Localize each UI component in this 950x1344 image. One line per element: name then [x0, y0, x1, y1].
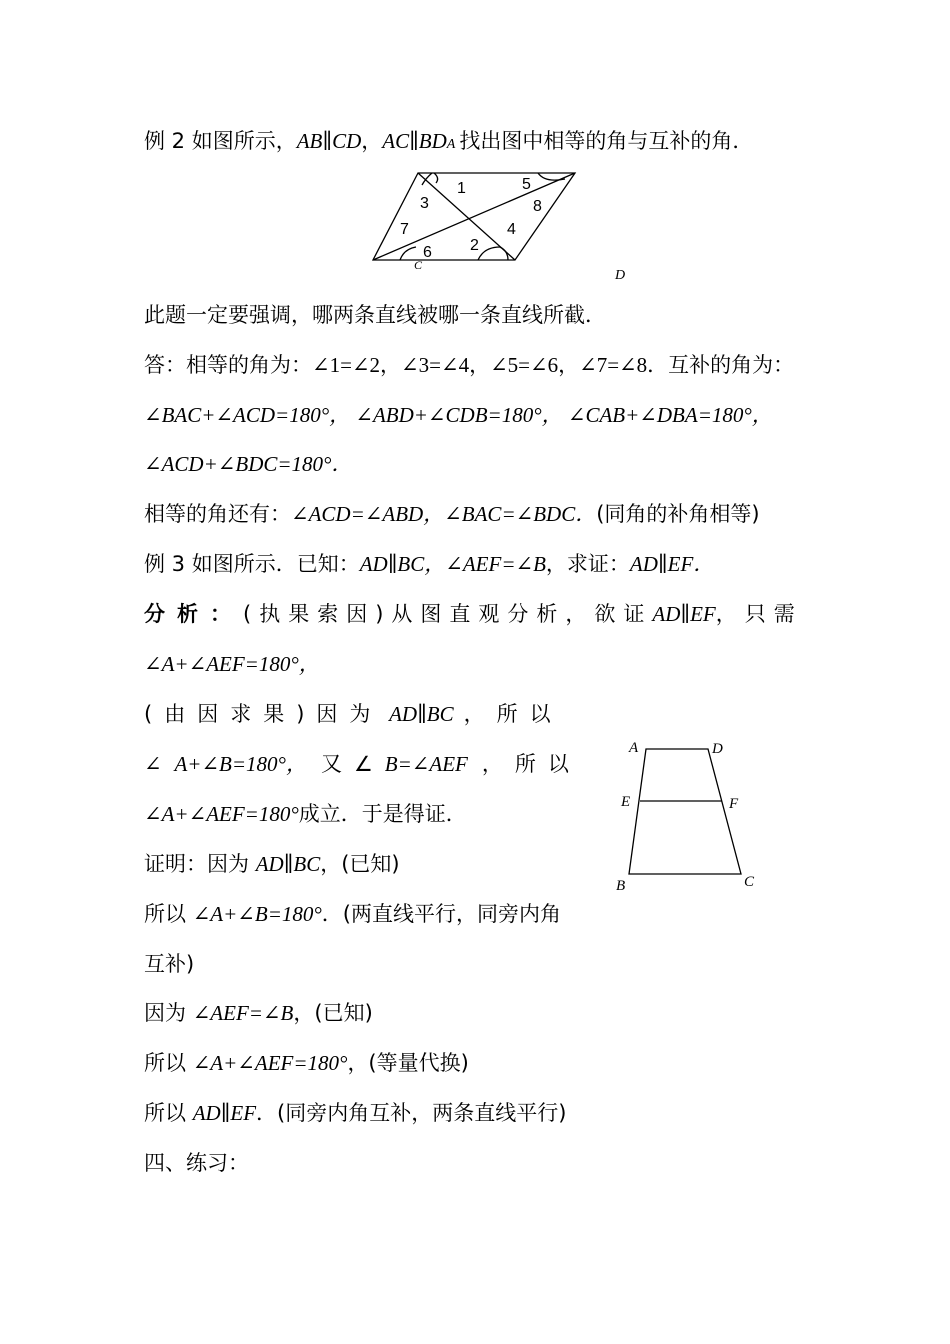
answer-more-reason: (同角的补角相等): [596, 502, 760, 526]
proof-2-b: ．(两直线平行，同旁内角: [321, 902, 561, 926]
example3-prefix: 例 3 如图所示．已知：: [144, 552, 360, 576]
example2-stray-label: A: [446, 137, 456, 152]
proof-1-math: AD∥BC: [255, 852, 321, 876]
proof-line-3: [144, 950, 194, 978]
answer-line-2: [144, 401, 773, 429]
proof-2-math: ∠A+∠B=180°: [192, 902, 322, 926]
trapezoid-outline: [629, 749, 741, 874]
analysis-text-b: ，只需: [715, 602, 803, 626]
example2-sep: ，: [361, 129, 383, 153]
answer-label: 答：相等的角为：: [144, 353, 312, 377]
proof-4-math: ∠AEF=∠B: [192, 1001, 294, 1025]
analysis-need: ∠A+∠AEF=180°，: [144, 652, 320, 676]
parallelogram-figure: [360, 165, 640, 290]
example3-mid: ，求证：: [545, 552, 630, 576]
angle-arc-d: [478, 247, 500, 260]
proof-6-a: 所以: [144, 1101, 186, 1125]
proof-3: 互补): [144, 952, 195, 976]
answer-more-math: ∠ACD=∠ABD，∠BAC=∠BDC．: [291, 502, 597, 526]
section4-heading: [144, 1149, 249, 1177]
analysis-line-5: [144, 800, 467, 828]
analysis-equal: B=∠AEF: [384, 752, 468, 776]
answer-equal-angles: ∠1=∠2，∠3=∠4，∠5=∠6，∠7=∠8．: [312, 353, 669, 377]
analysis-holds-math: ∠A+∠AEF=180°: [144, 802, 299, 826]
note-text: 此题一定要强调，哪两条直线被哪一条直线所截．: [144, 303, 606, 327]
analysis-cause-math: AD∥BC: [389, 702, 454, 726]
angle-arc-a2: [434, 173, 438, 183]
proof-1-b: ，(已知): [320, 852, 400, 876]
point-label-f: F: [729, 796, 739, 812]
analysis-line-1: [144, 600, 803, 628]
proof-5-a: 所以: [144, 1051, 186, 1075]
proof-5-b: ，(等量代换): [347, 1051, 469, 1075]
trapezoid-figure: [610, 735, 770, 895]
note-line: [144, 301, 606, 329]
point-label-c: C: [414, 258, 423, 272]
angle-label-7: 7: [400, 221, 409, 238]
proof-line-2: [144, 900, 561, 928]
example3-goal: AD∥EF．: [629, 552, 715, 576]
angle-label-2: 2: [470, 237, 479, 254]
angle-label-6: 6: [423, 244, 432, 261]
point-label-a: A: [629, 740, 639, 756]
analysis-text-a: (执果索因)从图直观分析，欲证: [243, 602, 653, 626]
point-label-b: B: [616, 878, 626, 894]
analysis-cause-a: (由因求果)因为: [144, 702, 383, 726]
proof-2-a: 所以: [144, 902, 186, 926]
proof-4-b: ，(已知): [293, 1001, 373, 1025]
answer-supplementary-list: ∠BAC+∠ACD=180°， ∠ABD+∠CDB=180°， ∠CAB+∠DBA=180°，: [144, 403, 773, 427]
proof-5-math: ∠A+∠AEF=180°: [192, 1051, 348, 1075]
answer-supplementary-label: 互补的角为：: [668, 353, 795, 377]
angle-arc-b: [538, 173, 565, 180]
analysis-line-3: [144, 700, 563, 728]
proof-line-6: [144, 1099, 566, 1127]
answer-line-4: [144, 500, 760, 528]
angle-label-8: 8: [533, 198, 542, 215]
angle-arc-a: [422, 173, 432, 185]
point-label-e: E: [621, 794, 631, 810]
example3-given: AD∥BC，∠AEF=∠B: [359, 552, 546, 576]
answer-more-label: 相等的角还有：: [144, 502, 291, 526]
answer-line-3: [144, 450, 352, 478]
section4-text: 四、练习：: [144, 1151, 249, 1175]
example2-prefix: 例 2 如图所示，: [144, 129, 297, 153]
proof-line-1: [144, 850, 400, 878]
analysis-line-2: [144, 650, 320, 678]
analysis-label: 分析：: [144, 602, 243, 626]
proof-1-a: 证明：因为: [144, 852, 249, 876]
proof-4-a: 因为: [144, 1001, 186, 1025]
example3-line: [144, 550, 714, 578]
example2-cond1: AB∥CD: [296, 129, 362, 153]
proof-line-4: [144, 999, 373, 1027]
proof-6-b: ．(同旁内角互补，两条直线平行): [256, 1101, 567, 1125]
analysis-also: 又∠: [320, 752, 385, 776]
analysis-cause-b: ，所以: [463, 702, 563, 726]
analysis-holds-text: 成立．于是得证．: [298, 802, 467, 826]
point-label-d2: D: [712, 741, 723, 757]
analysis-sum: ∠ A+∠B=180°，: [144, 752, 307, 776]
angle-label-1: 1: [457, 180, 466, 197]
angle-arc-d2: [500, 247, 508, 260]
proof-line-5: [144, 1049, 469, 1077]
angle-label-5: 5: [522, 176, 531, 193]
answer-line-1: [144, 351, 794, 379]
proof-6-math: AD∥EF: [192, 1101, 257, 1125]
point-label-d: D: [615, 268, 626, 283]
example2-cond2: AC∥BD: [382, 129, 447, 153]
angle-label-3: 3: [420, 195, 429, 212]
analysis-line-4: [144, 750, 581, 778]
analysis-therefore: ，所以: [481, 752, 581, 776]
point-label-c2: C: [744, 874, 755, 890]
analysis-goal: AD∥EF: [652, 602, 716, 626]
answer-supplementary-last: ∠ACD+∠BDC=180°．: [144, 452, 353, 476]
example2-question: 找出图中相等的角与互补的角．: [459, 129, 754, 153]
angle-label-4: 4: [507, 221, 516, 238]
example2-line: [144, 127, 753, 159]
